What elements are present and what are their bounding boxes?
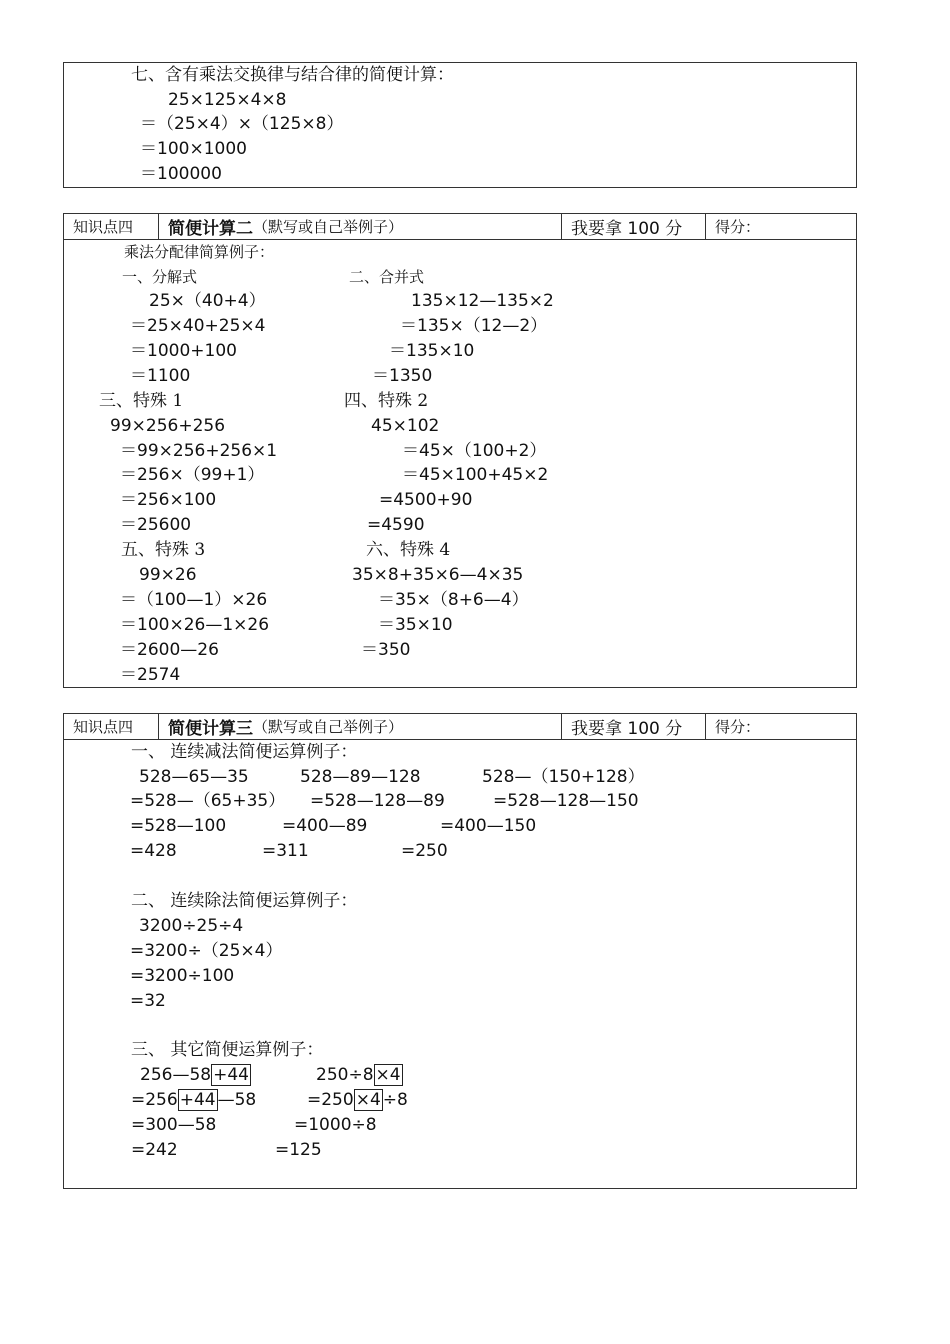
- section7-title: 七、含有乘法交换律与结合律的简便计算：: [131, 65, 454, 85]
- table2-b-line: 135×12—135×2: [411, 291, 554, 311]
- table3-s3-b-line: =125: [275, 1140, 322, 1160]
- table2-c-line: ＝99×256+256×1: [120, 441, 278, 461]
- table3-s1-col1-line: 528—65—35: [139, 767, 249, 787]
- table3-s1-col1-line: =528—100: [130, 816, 227, 836]
- table3-s1-col3-line: 528—（150+128）: [482, 767, 645, 787]
- boxed-term: +44: [179, 1090, 216, 1110]
- table3-title-sub: （默写或自己举例子）: [253, 718, 404, 736]
- table2-b-line: ＝135×10: [389, 341, 475, 361]
- fetch-100-label: 我要拿 100 分: [562, 714, 706, 739]
- table3-s3-b-line: [316, 1067, 403, 1084]
- table3-s2-line: =3200÷100: [130, 966, 235, 986]
- table2-c-title: 三、特殊 1: [99, 391, 184, 411]
- table3-s1-col3-line: =528—128—150: [493, 791, 639, 811]
- table2-a-line: 25×（40+4）: [149, 291, 266, 311]
- score-label: 得分：: [715, 718, 761, 736]
- table3-title: [159, 714, 562, 739]
- table2-header: [63, 213, 857, 240]
- table2-a-line: ＝25×40+25×4: [130, 316, 266, 336]
- boxed-term: +44: [213, 1065, 249, 1085]
- expr-text: =256: [131, 1090, 178, 1110]
- table3-s3-b-line: =1000÷8: [294, 1115, 377, 1135]
- table3-s3-a-line: [131, 1092, 256, 1109]
- table3-s1-col3-line: =250: [401, 841, 448, 861]
- table2-a-line: ＝1100: [130, 366, 191, 386]
- table3-s1-col2-line: =528—128—89: [310, 791, 445, 811]
- table2-e-line: ＝100×26—1×26: [120, 615, 270, 635]
- knowledge-point-label: 知识点四: [64, 214, 159, 239]
- section7-line: ＝100×1000: [140, 139, 247, 159]
- table3-s2-line: 3200÷25÷4: [139, 916, 244, 936]
- table3-s1-col1-line: =528—（65+35）: [130, 791, 286, 811]
- table2-f-line: ＝35×10: [378, 615, 453, 635]
- table3-s2-title: 二、 连续除法简便运算例子：: [131, 891, 358, 911]
- fetch-100-label: 我要拿 100 分: [562, 214, 706, 239]
- table2-c-line: ＝25600: [120, 515, 192, 535]
- table2-d-line: =4500+90: [379, 490, 473, 510]
- expr-text: =250: [307, 1090, 354, 1110]
- table3-s1-col3-line: =400—150: [440, 816, 537, 836]
- table2-title-main: 简便计算二: [168, 219, 253, 239]
- table2-a-title: 一、分解式: [122, 268, 198, 286]
- table2-f-line: ＝35×（8+6—4）: [378, 590, 529, 610]
- table2-intro: 乘法分配律简算例子：: [124, 243, 275, 261]
- expr-text: —58: [217, 1090, 257, 1110]
- table2-a-line: ＝1000+100: [130, 341, 237, 361]
- table2-d-line: 45×102: [371, 416, 440, 436]
- table2-title: [159, 214, 562, 239]
- table3-s1-col1-line: =428: [130, 841, 177, 861]
- table2-e-line: ＝2574: [120, 665, 181, 685]
- table2-c-line: 99×256+256: [110, 416, 226, 436]
- knowledge-point-label: 知识点四: [64, 714, 159, 739]
- table3-s3-a-line: =242: [131, 1140, 178, 1160]
- table3-s1-col2-line: 528—89—128: [300, 767, 421, 787]
- table2-c-line: ＝256×100: [120, 490, 217, 510]
- table3-header: [63, 713, 857, 740]
- table2-f-title: 六、特殊 4: [366, 540, 451, 560]
- table3-s3-title: 三、 其它简便运算例子：: [131, 1040, 324, 1060]
- table3-s3-a-line: [140, 1067, 251, 1084]
- table3-s1-title: 一、 连续减法简便运算例子：: [131, 742, 358, 762]
- table3-s3-a-line: =300—58: [131, 1115, 217, 1135]
- boxed-term: ×4: [355, 1090, 381, 1110]
- table3-title-main: 简便计算三: [168, 719, 253, 739]
- table3-s1-col2-line: =400—89: [282, 816, 368, 836]
- table2-e-line: ＝（100—1）×26: [120, 590, 268, 610]
- table2-e-line: ＝2600—26: [120, 640, 219, 660]
- table2-b-title: 二、合并式: [349, 268, 425, 286]
- table3-s1-col2-line: =311: [262, 841, 309, 861]
- table3-s2-line: =32: [130, 991, 166, 1011]
- boxed-term: ×4: [375, 1065, 401, 1085]
- section7-line: ＝100000: [140, 164, 222, 184]
- table2-e-title: 五、特殊 3: [121, 540, 206, 560]
- table3-s2-line: =3200÷（25×4）: [130, 941, 283, 961]
- table3-s3-b-line: [307, 1092, 408, 1109]
- section7-line: ＝（25×4）×（125×8）: [140, 114, 344, 134]
- table2-b-line: ＝1350: [372, 366, 433, 386]
- expr-text: 256—58: [140, 1065, 212, 1085]
- table2-f-line: 35×8+35×6—4×35: [352, 565, 524, 585]
- table2-title-sub: （默写或自己举例子）: [253, 218, 404, 236]
- table2-b-line: ＝135×（12—2）: [400, 316, 548, 336]
- table2-e-line: 99×26: [139, 565, 197, 585]
- table2-c-line: ＝256×（99+1）: [120, 465, 265, 485]
- section7-line: 25×125×4×8: [168, 90, 287, 110]
- table2-f-line: ＝350: [361, 640, 411, 660]
- expr-text: ÷8: [382, 1090, 408, 1110]
- expr-text: 250÷8: [316, 1065, 374, 1085]
- table2-d-line: ＝45×100+45×2: [402, 465, 549, 485]
- table2-d-title: 四、特殊 2: [344, 391, 429, 411]
- table2-d-line: ＝45×（100+2）: [402, 441, 547, 461]
- table2-d-line: =4590: [367, 515, 425, 535]
- score-label: 得分：: [715, 218, 761, 236]
